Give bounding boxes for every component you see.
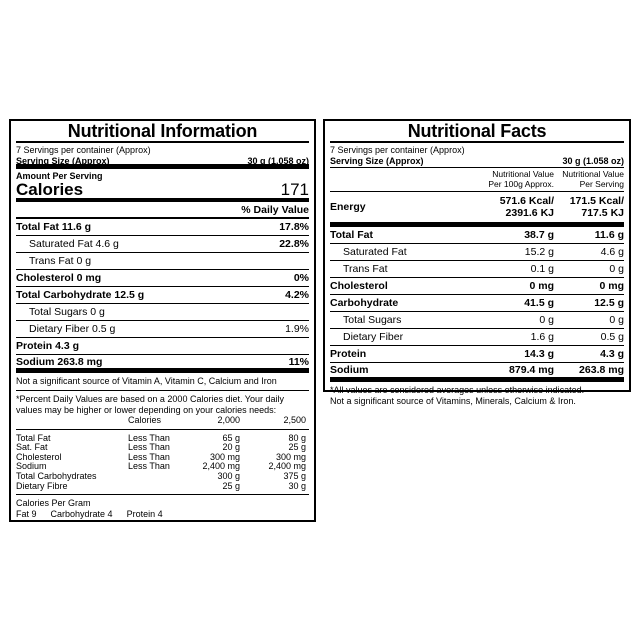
energy-per-serving: 171.5 Kcal/ 717.5 KJ (569, 195, 624, 219)
nutrient-label: Sodium (330, 364, 369, 376)
value-per-100g: 41.5 g (524, 297, 554, 309)
value-per-serving: 0 g (609, 263, 624, 275)
nutrient-row (16, 304, 309, 321)
panel-title: Nutritional Information (16, 121, 309, 143)
nutrient-row (330, 363, 624, 382)
fat-per-gram: Fat 9 (16, 509, 37, 520)
percent-daily-note: *Percent Daily Values are based on a 2000 Calories diet. Your daily values may be higher or lower depending on your calories needs: (16, 394, 285, 415)
energy-label: Energy (330, 201, 366, 213)
nutrient-label: Saturated Fat (343, 246, 407, 258)
nutrient-dv: 1.9% (285, 323, 309, 335)
dv-cell: 25 g (288, 442, 306, 453)
not-significant-note: Not a significant source of Vitamin A, Vitamin C, Calcium and Iron (16, 373, 309, 391)
dv-col-2500: 2,500 (283, 415, 306, 425)
nutrient-label: Cholesterol (330, 280, 388, 292)
col-per-serving: Nutritional Value Per Serving (562, 169, 624, 189)
value-per-serving: 0 mg (599, 280, 624, 292)
daily-value-header-row (16, 416, 309, 430)
nutrient-row (330, 227, 624, 244)
servings-per-container: 7 Servings per container (Approx) (16, 145, 151, 155)
col-per-100g: Nutritional Value Per 100g Approx. (488, 169, 554, 189)
dv-cell: Cholesterol (16, 451, 62, 462)
nutritional-facts-panel (323, 119, 631, 406)
dv-cell: 65 g (222, 432, 240, 443)
nutrient-label: Dietary Fiber (343, 331, 404, 343)
nutrient-dv: 17.8% (279, 221, 309, 233)
nutrient-label: Sodium 263.8 mg (16, 355, 103, 368)
nutrient-row (16, 287, 309, 304)
calories-value: 171 (280, 180, 309, 199)
dv-cell: Less Than (128, 451, 170, 462)
serving-size-value: 30 g (1.058 oz) (562, 156, 624, 166)
carbohydrate-per-gram: Carbohydrate 4 (50, 509, 113, 520)
nutrient-label: Cholesterol 0 mg (16, 272, 102, 284)
value-per-100g: 14.3 g (524, 348, 554, 360)
dv-cell: Less Than (128, 442, 170, 453)
dv-cell: Total Fat (16, 432, 51, 443)
nutrient-dv: 0% (293, 272, 309, 284)
value-per-100g: 0.1 g (530, 263, 554, 275)
calories-label: Calories (16, 180, 84, 199)
averages-footnote: *All values are considered averages unless otherwise indicated. (330, 385, 585, 395)
dv-cell: 2,400 mg (202, 461, 240, 472)
nutrient-label: Total Fat (330, 229, 373, 241)
value-per-100g: 1.6 g (530, 331, 554, 343)
dv-cell: Total Carbohydrates (16, 470, 97, 481)
nutrient-row (16, 321, 309, 338)
dv-cell: 2,400 mg (268, 461, 306, 472)
value-per-100g: 0 g (539, 314, 554, 326)
dv-col-2000: 2,000 (217, 415, 240, 425)
energy-row (330, 192, 624, 227)
value-per-serving: 4.6 g (600, 246, 624, 258)
value-per-100g: 0 mg (529, 280, 554, 292)
serving-size-label: Serving Size (Approx) (330, 156, 424, 166)
nutrient-row (330, 261, 624, 278)
dv-cell: 80 g (288, 432, 306, 443)
dv-cell: 300 mg (275, 451, 306, 462)
dv-cell (128, 482, 192, 492)
nutrient-row (330, 312, 624, 329)
dv-cell: Less Than (128, 432, 170, 443)
dv-cell: Dietary Fibre (16, 480, 68, 491)
amount-per-serving: Amount Per Serving (16, 171, 103, 181)
dv-cell: 300 g (217, 470, 240, 481)
dv-cell: 30 g (288, 480, 306, 491)
dv-cell: 375 g (283, 470, 306, 481)
dv-col-calories: Calories (128, 415, 162, 425)
serving-size-value: 30 g (1.058 oz) (247, 156, 309, 166)
nutrient-label: Total Sugars (343, 314, 402, 326)
dv-cell: Less Than (128, 461, 170, 472)
nutrient-row (16, 270, 309, 287)
value-per-serving: 12.5 g (594, 297, 624, 309)
nutrient-row (330, 244, 624, 261)
nutrient-label: Trans Fat (343, 263, 388, 275)
nutrient-row (330, 346, 624, 363)
dv-cell: 300 mg (209, 451, 240, 462)
nutrient-label: Total Fat 11.6 g (16, 221, 92, 233)
value-per-serving: 263.8 mg (579, 364, 624, 376)
energy-per-100g: 571.6 Kcal/ 2391.6 KJ (499, 195, 554, 219)
dv-cell: 25 g (222, 480, 240, 491)
value-per-100g: 879.4 mg (509, 364, 554, 376)
nutrient-label: Trans Fat 0 g (29, 255, 92, 267)
daily-value-header: % Daily Value (241, 203, 309, 216)
value-per-serving: 11.6 g (594, 229, 624, 241)
protein-per-gram: Protein 4 (126, 509, 163, 520)
nutrient-label: Saturated Fat 4.6 g (29, 238, 119, 250)
nutrient-row (16, 253, 309, 270)
value-per-serving: 4.3 g (600, 348, 624, 360)
dv-cell: Sodium (16, 461, 47, 472)
value-per-100g: 38.7 g (524, 229, 554, 241)
nutrient-row (16, 355, 309, 373)
servings-per-container: 7 Servings per container (Approx) (330, 145, 465, 155)
nutrient-label: Total Carbohydrate 12.5 g (16, 289, 145, 301)
nutrient-dv: 22.8% (279, 238, 309, 250)
nutrient-label: Dietary Fiber 0.5 g (29, 323, 116, 335)
nutrient-row (16, 338, 309, 355)
value-per-serving: 0.5 g (600, 331, 624, 343)
nutrient-label: Protein 4.3 g (16, 340, 80, 352)
nutrient-row (330, 278, 624, 295)
dv-cell: Sat. Fat (16, 442, 48, 453)
nutrient-label: Carbohydrate (330, 297, 399, 309)
nutrient-dv: 11% (288, 355, 309, 368)
nutrient-row (330, 295, 624, 312)
nutrient-row (16, 236, 309, 253)
column-headers (330, 168, 624, 192)
nutrient-label: Total Sugars 0 g (29, 306, 105, 318)
dv-cell: 20 g (222, 442, 240, 453)
daily-value-table (16, 430, 309, 496)
dv-cell (128, 472, 192, 482)
nutrient-label: Protein (330, 348, 367, 360)
nutritional-information-panel (9, 119, 316, 522)
nutrient-row (330, 329, 624, 346)
panel-title: Nutritional Facts (330, 121, 624, 143)
nutrient-dv: 4.2% (285, 289, 309, 301)
value-per-100g: 15.2 g (524, 246, 554, 258)
value-per-serving: 0 g (609, 314, 624, 326)
nutrient-row (16, 219, 309, 236)
calories-per-gram-values (16, 509, 309, 520)
serving-size-label: Serving Size (Approx) (16, 156, 110, 166)
not-significant-footnote: Not a significant source of Vitamins, Minerals, Calcium & Iron. (330, 396, 576, 406)
calories-per-gram-label: Calories Per Gram (16, 498, 91, 509)
